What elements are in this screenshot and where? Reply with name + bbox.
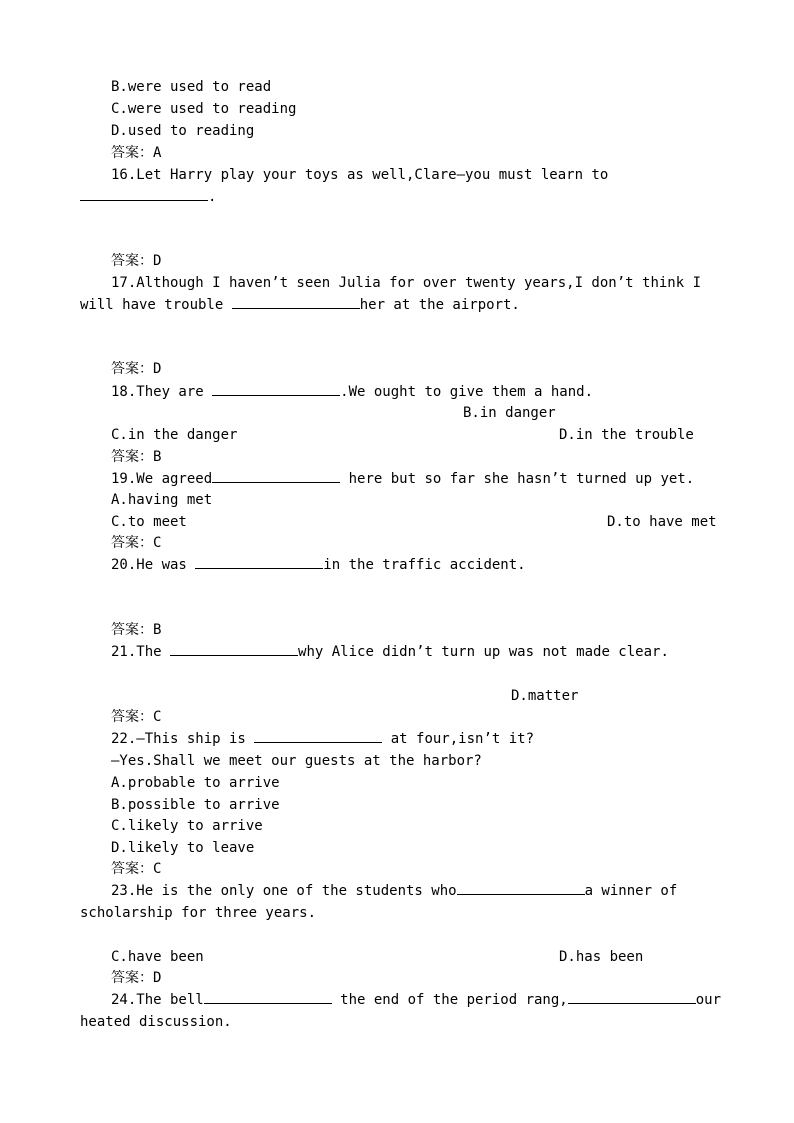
q17-stem: 17.Although I haven’t seen Julia for over twenty years,I don’t think I xyxy=(111,275,702,291)
answer-blank xyxy=(212,382,340,396)
answer-blank xyxy=(568,990,696,1004)
answer-blank xyxy=(195,555,323,569)
q16-stem-cont: . xyxy=(80,187,216,207)
q20-answer: 答案：B xyxy=(111,622,162,638)
q21-option-d: D.matter xyxy=(511,688,579,704)
q19-option-a: A.having met xyxy=(111,492,213,508)
q15-answer: 答案：A xyxy=(111,145,162,161)
q18-answer: 答案：B xyxy=(111,449,162,465)
answer-blank xyxy=(170,642,298,656)
q18-option-c: C.in the danger xyxy=(111,427,238,443)
q22-answer: 答案：C xyxy=(111,861,162,877)
q23-stem: 23.He is the only one of the students who a winner of xyxy=(111,883,678,899)
q22-option-b: B.possible to arrive xyxy=(111,797,280,813)
q24-stem: 24.The bell the end of the period rang, our xyxy=(111,992,722,1008)
q22-option-c: C.likely to arrive xyxy=(111,818,263,834)
q19-option-c: C.to meet xyxy=(111,514,187,530)
answer-blank xyxy=(80,187,208,201)
q19-option-d: D.to have met xyxy=(607,514,717,530)
q24-stem-cont: heated discussion. xyxy=(80,1014,232,1030)
q15-option-d: D.used to reading xyxy=(111,123,255,139)
q18-option-d: D.in the trouble xyxy=(559,427,694,443)
q22-reply: —Yes.Shall we meet our guests at the harbor? xyxy=(111,753,482,769)
q23-option-c: C.have been xyxy=(111,949,204,965)
q19-stem: 19.We agreed here but so far she hasn’t turned up yet. xyxy=(111,471,695,487)
q23-stem-cont: scholarship for three years. xyxy=(80,905,317,921)
q17-stem-cont: will have trouble her at the airport. xyxy=(80,297,520,313)
q21-answer: 答案：C xyxy=(111,709,162,725)
answer-blank xyxy=(212,469,340,483)
q22-option-a: A.probable to arrive xyxy=(111,775,280,791)
q16-stem: 16.Let Harry play your toys as well,Clare—you must learn to xyxy=(111,167,609,183)
q23-option-d: D.has been xyxy=(559,949,644,965)
q23-answer: 答案：D xyxy=(111,970,162,986)
q15-option-c: C.were used to reading xyxy=(111,101,297,117)
q18-option-b: B.in danger xyxy=(463,405,556,421)
answer-blank xyxy=(457,881,585,895)
q22-option-d: D.likely to leave xyxy=(111,840,255,856)
answer-blank xyxy=(232,295,360,309)
answer-blank xyxy=(254,729,382,743)
q18-stem: 18.They are .We ought to give them a hand. xyxy=(111,384,594,400)
q20-stem: 20.He was in the traffic accident. xyxy=(111,557,526,573)
q21-stem: 21.The why Alice didn’t turn up was not made clear. xyxy=(111,644,669,660)
q16-answer: 答案：D xyxy=(111,253,162,269)
q15-option-b: B.were used to read xyxy=(111,79,272,95)
q22-stem: 22.—This ship is at four,isn’t it? xyxy=(111,731,535,747)
q19-answer: 答案：C xyxy=(111,535,162,551)
answer-blank xyxy=(204,990,332,1004)
q17-answer: 答案：D xyxy=(111,361,162,377)
